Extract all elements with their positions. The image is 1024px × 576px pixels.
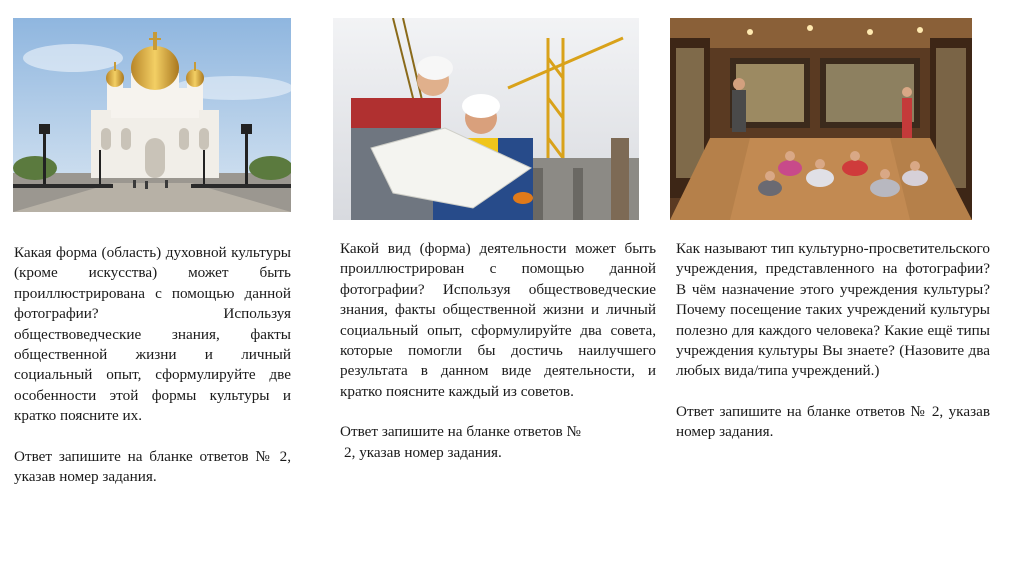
construction-workers-photo	[333, 18, 639, 220]
answer-line-1: Ответ запишите на бланке ответов №	[340, 423, 581, 441]
question-text: Как называют тип культурно-просветительского учреждения, представленного на фотографии? В чём назначение этого учреждения культуры? Почему посещение таких учреждений культуры полезно для каждого человека? Какие ещё типы учреждения культуры Вы знаете? (Назовите два любых вида/типа учреждений.)	[676, 240, 990, 380]
museum-class-photo	[670, 18, 972, 220]
answer-line-2: 2, указав номер задания.	[344, 443, 502, 461]
question-text: Какая форма (область) духовной культуры (кроме искусства) может быть проиллюстрирована с помощью данной фотографии? Используя обществоведческие знания, факты общественной жизни и личный социальный опыт, сформулируйте две особенности этой формы культуры и кратко поясните их.	[14, 244, 291, 425]
answer-instruction	[340, 422, 656, 463]
task-column-1	[14, 243, 291, 487]
answer-instruction: Ответ запишите на бланке ответов № 2, указав номер задания.	[676, 402, 990, 441]
question-text: Какой вид (форма) деятельности может быть проиллюстрирован с помощью данной фотографии? Используя обществоведческие знания, факты общественной жизни и личный социальный опыт, сформулируйте два совета, которые помогли бы достичь наилучшего результата в данном виде деятельности, и кратко поясните каждый из советов.	[340, 240, 656, 400]
task-column-3	[676, 239, 990, 443]
answer-instruction: Ответ запишите на бланке ответов № 2, указав номер задания.	[14, 447, 291, 486]
cathedral-photo	[13, 18, 291, 212]
task-column-2	[340, 239, 656, 463]
